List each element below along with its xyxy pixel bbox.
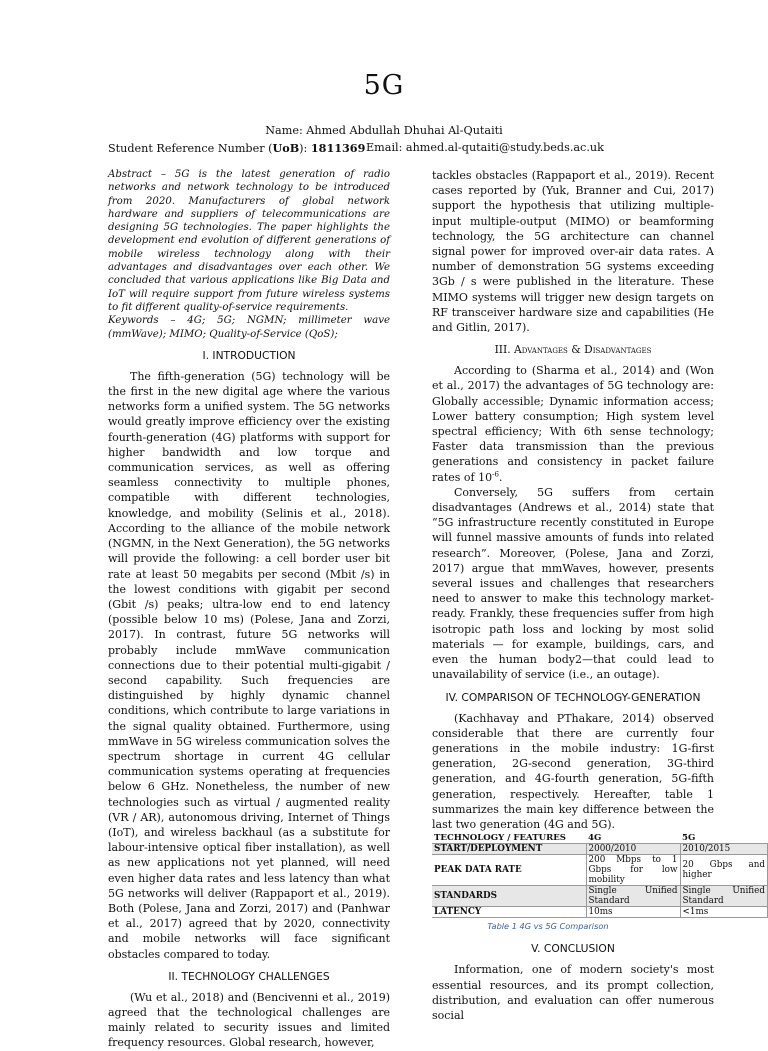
table-cell: 10ms xyxy=(586,907,680,918)
table-cell: STANDARDS xyxy=(432,886,586,907)
table-row xyxy=(432,855,768,886)
author-email: Email: ahmed.al-qutaiti@study.beds.ac.uk xyxy=(366,141,604,154)
challenges-heading: II. TECHNOLOGY CHALLENGES xyxy=(168,969,330,983)
table-header-row xyxy=(432,832,768,844)
paper-title: 5G xyxy=(363,70,405,101)
table-cell: Single Unified Standard xyxy=(586,886,680,907)
ref-number: 1811369 xyxy=(310,141,366,155)
table-cell: 20 Gbps and higher xyxy=(680,855,768,886)
left-column xyxy=(108,168,390,1051)
table-cell: 2010/2015 xyxy=(680,844,768,855)
table-caption: Table 1 4G vs 5G Comparison xyxy=(487,921,609,932)
intro-paragraph: The fifth-generation (5G) technology will be the first in the new digital age where the various networks form a unified system. The 5G networks would greatly improve efficiency over the existing fourth-generation (4G) platforms with support for higher bandwidth and low torque and communication services, as well as offering seamless connectivity to multiple phones, compatible with different technologies, knowledge, and mobility (Selinis et al., 2018). According to the alliance of the mobile network (NGMN, in the Next Generation), the 5G networks will provide the following: a cell border user bit rate at least 50 megabits per second (Mbit /s) in the lowest conditions with gigabit per second (Gbit /s) peaks; ultra-low end to end latency (possible below 10 ms) (Polese, Jana and Zorzi, 2017). In contrast, future 5G networks will probably include mmWave communication connections due to their potential multi-gigabit / second capability. Such frequencies are distinguished by highly dynamic channel conditions, which contribute to large variations in the signal quality obtained. Furthermore, using mmWave in 5G wireless communication solves the spectrum shortage in current 4G cellular communication systems operating at frequencies below 6 GHz. Nonetheless, the number of new technologies such as virtual / augmented reality (VR / AR), autonomous driving, Internet of Things (IoT), and wireless backhaul (as a substitute for labour-intensive optical fiber installation), as well as new applications not yet planned, will need even higher data rates and less latency than what 5G networks will deliver (Rappaport et al., 2019). Both (Polese, Jana and Zorzi, 2017) and (Panhwar et al., 2017) agreed that by 2020, connectivity and mobile networks will face significant obstacles compared to today. xyxy=(108,369,390,961)
conclusion-heading: V. CONCLUSION xyxy=(531,942,615,956)
table-header-cell: TECHNOLOGY / FEATURES xyxy=(434,832,567,843)
ref-prefix: Student Reference Number ( xyxy=(108,142,273,155)
table-cell: <1ms xyxy=(680,907,768,918)
table-cell: START/DEPLOYMENT xyxy=(432,844,586,855)
table-cell: Single Unified Standard xyxy=(680,886,768,907)
table-row xyxy=(432,886,768,907)
table-cell: 200 Mbps to 1 Gbps for low mobility xyxy=(586,855,680,886)
table-header-cell: 5G xyxy=(682,832,696,843)
student-reference xyxy=(108,141,728,155)
comparison-paragraph: (Kachhavay and PThakare, 2014) observed considerable that there are currently four generations in the mobile industry: 1G-first generation, 2G-second generation, 3G-third generation, and 4G-fourth generation, 5G-fifth generation, respectively. Hereafter, table 1 summarizes the main key difference between the last two generation (4G and 5G). xyxy=(432,711,714,831)
challenges-paragraph-cont: tackles obstacles (Rappaport et al., 2019). Recent cases reported by (Yuk, Branner and Cui, 2017) support the hypothesis that utilizing multiple-input multiple-output (MIMO) or beamforming technology, the 5G architecture can channel signal power for improved over-air data rates. A number of demonstration 5G systems exceeding 3Gb / s were published in the literature. These MIMO systems will trigger new design targets on RF transceiver hardware size and capabilities (He and Gitlin, 2017). xyxy=(432,169,714,335)
keywords: Keywords – 4G; 5G; NGMN; millimeter wave (mmWave); MIMO; Quality-of-Service (QoS); xyxy=(108,315,390,340)
table-row xyxy=(432,844,768,855)
right-column xyxy=(432,168,765,1023)
ref-mid: ): xyxy=(299,142,311,155)
advantages-heading: III. Advantages & Disadvantages xyxy=(494,343,652,357)
table-cell: 2000/2010 xyxy=(586,844,680,855)
advantages-paragraph xyxy=(432,363,714,485)
challenges-paragraph: (Wu et al., 2018) and (Bencivenni et al., 2019) agreed that the technological challenges are mainly related to security issues and limited frequency resources. Global research, however, xyxy=(108,990,390,1050)
abstract xyxy=(108,168,390,314)
abstract-text: – 5G is the latest generation of radio networks and network technology to be introduced from 2020. Manufacturers of global network hardware and suppliers of telecommunications are designing 5G technologies. The paper highlights the development end evolution of different generations of mobile wireless technology along with their advantages and disadvantages over each other. We concluded that various applications like Big Data and IoT will require support from future wireless systems to fit different quality-of-service requirements. xyxy=(108,169,390,313)
advantages-text: According to (Sharma et al., 2014) and (Won et al., 2017) the advantages of 5G technology are: Globally accessible; Dynamic information access; Lower battery consumption; High system level spectral efficiency; With 6th sense technology; Faster data transmission than the previous generations and consistency in packet failure rates of 10 xyxy=(432,364,714,484)
disadvantages-paragraph: Conversely, 5G suffers from certain disadvantages (Andrews et al., 2014) state that “5G infrastructure recently constituted in Europe will funnel massive amounts of funds into related research”. Moreover, (Polese, Jana and Zorzi, 2017) argue that mmWaves, however, presents several issues and challenges that researchers need to answer to make this technology market-ready. Frankly, these frequencies suffer from high isotropic path loss and locking by most solid materials — for example, buildings, cars, and even the human body2—that could lead to unavailability of service (i.e., an outage). xyxy=(432,485,714,682)
author-name: Name: Ahmed Abdullah Dhuhai Al-Qutaiti xyxy=(265,124,503,137)
table-cell: PEAK DATA RATE xyxy=(432,855,586,886)
ref-uob: UoB xyxy=(272,141,300,155)
comparison-heading: IV. COMPARISON OF TECHNOLOGY-GENERATION xyxy=(445,690,701,704)
intro-heading: I. INTRODUCTION xyxy=(202,348,296,362)
table-row xyxy=(432,907,768,918)
conclusion-paragraph: Information, one of modern society's most essential resources, and its prompt collection, distribution, and evaluation can offer numerous social xyxy=(432,963,714,1022)
advantages-sup: -6 xyxy=(492,470,499,478)
table-header-cell: 4G xyxy=(588,832,602,843)
advantages-end: . xyxy=(498,470,503,484)
abstract-label: Abstract xyxy=(108,169,152,180)
comparison-table xyxy=(432,832,768,918)
table-cell: LATENCY xyxy=(432,907,586,918)
